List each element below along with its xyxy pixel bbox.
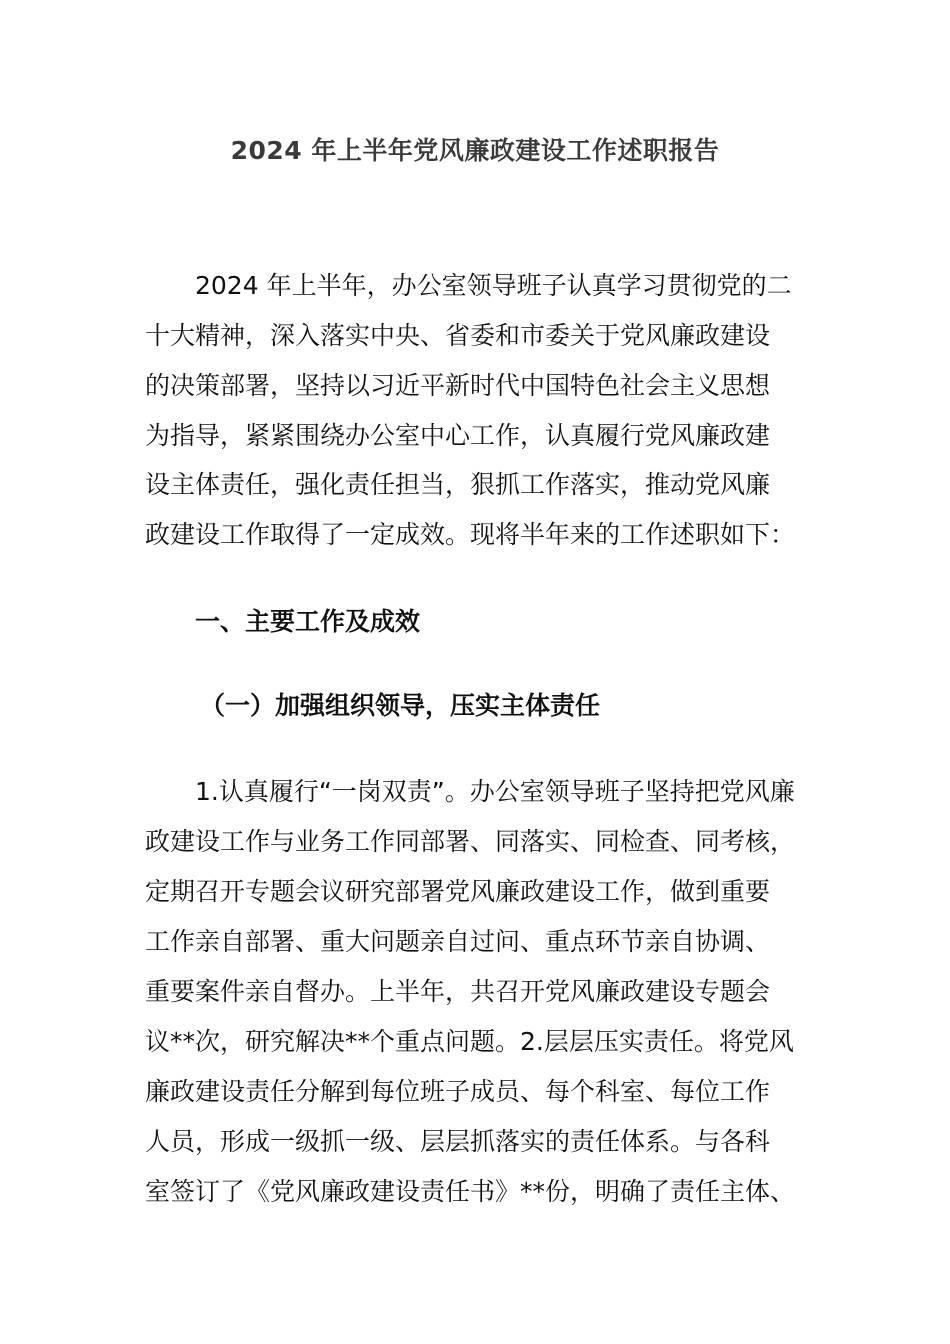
intro-line: 设主体责任，强化责任担当，狠抓工作落实，推动党风廉 bbox=[145, 470, 771, 499]
body-line: 室签订了《党风廉政建设责任书》**份，明确了责任主体、 bbox=[145, 1177, 796, 1206]
body-line: 重要案件亲自督办。上半年，共召开党风廉政建设专题会 bbox=[145, 977, 771, 1006]
intro-line: 的决策部署，坚持以习近平新时代中国特色社会主义思想 bbox=[145, 371, 771, 400]
body-line: 定期召开专题会议研究部署党风廉政建设工作，做到重要 bbox=[145, 877, 771, 906]
intro-line: 政建设工作取得了一定成效。现将半年来的工作述职如下： bbox=[145, 520, 796, 549]
body-line: 廉政建设责任分解到每位班子成员、每个科室、每位工作 bbox=[145, 1077, 771, 1106]
document-title: 2024 年上半年党风廉政建设工作述职报告 bbox=[230, 136, 720, 165]
intro-line: 为指导，紧紧围绕办公室中心工作，认真履行党风廉政建 bbox=[145, 421, 771, 450]
intro-line: 2024 年上半年，办公室领导班子认真学习贯彻党的二 bbox=[195, 271, 792, 300]
section-heading: 一、主要工作及成效 bbox=[195, 607, 421, 636]
subsection-heading: （一）加强组织领导，压实主体责任 bbox=[200, 691, 601, 720]
intro-line: 十大精神，深入落实中央、省委和市委关于党风廉政建设 bbox=[145, 321, 771, 350]
body-line: 1.认真履行“一岗双责”。办公室领导班子坚持把党风廉 bbox=[195, 777, 795, 806]
body-line: 工作亲自部署、重大问题亲自过问、重点环节亲自协调、 bbox=[145, 927, 771, 956]
body-line: 人员，形成一级抓一级、层层抓落实的责任体系。与各科 bbox=[145, 1127, 771, 1156]
body-line: 议**次，研究解决**个重点问题。2.层层压实责任。将党风 bbox=[145, 1027, 794, 1056]
body-line: 政建设工作与业务工作同部署、同落实、同检查、同考核， bbox=[145, 827, 796, 856]
